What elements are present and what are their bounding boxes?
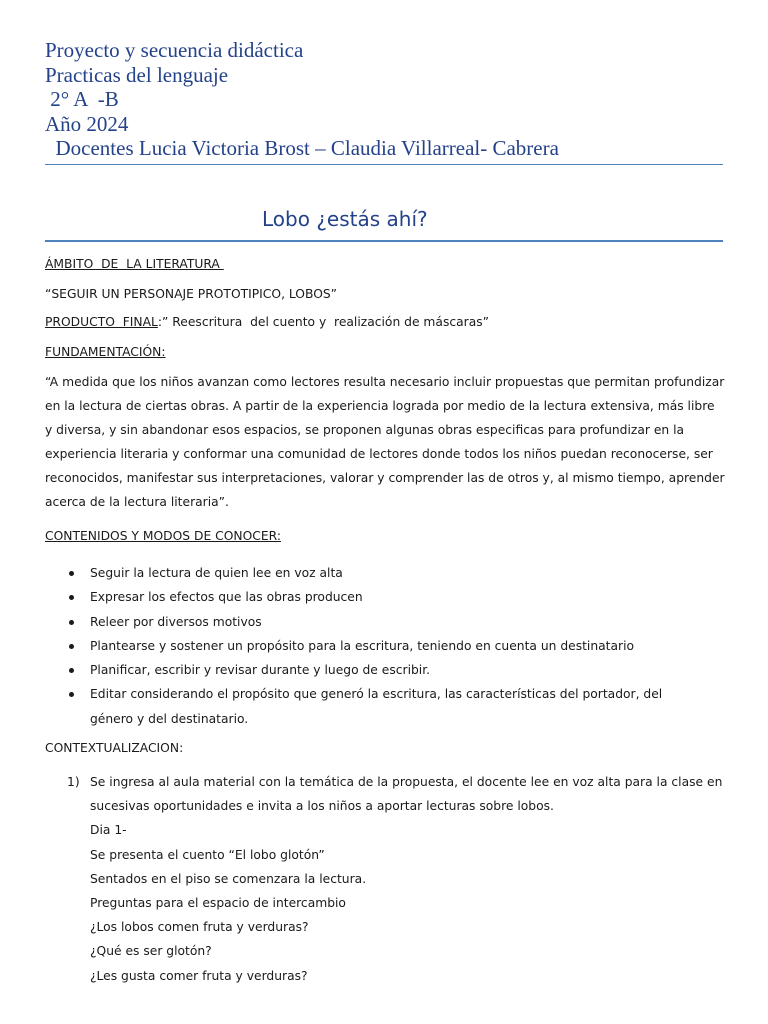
bullet-icon xyxy=(69,571,74,576)
document-title: Lobo ¿estás ahí? xyxy=(262,207,428,231)
list-item xyxy=(0,610,690,634)
bullet-icon xyxy=(69,668,74,673)
list-item xyxy=(0,561,690,585)
title-divider xyxy=(45,240,723,242)
list-item xyxy=(0,682,690,731)
producto-line xyxy=(45,315,489,329)
story-line: Se presenta el cuento “El lobo glotón” xyxy=(90,847,325,862)
list-item-text: Releer por diversos motivos xyxy=(90,614,262,629)
contextualizacion-list xyxy=(0,770,768,988)
year-line: Año 2024 xyxy=(45,111,129,136)
list-item-text: Editar considerando el propósito que generó la escritura, las características del portador, del género y del destinatario. xyxy=(90,687,663,726)
contenidos-heading: CONTENIDOS Y MODOS DE CONOCER: xyxy=(45,529,281,543)
bullet-icon xyxy=(69,620,74,625)
bullet-icon xyxy=(69,692,74,697)
list-item-text: Planificar, escribir y revisar durante y luego de escribir. xyxy=(90,663,431,678)
bullet-icon xyxy=(69,595,74,600)
question-line: ¿Qué es ser glotón? xyxy=(90,944,212,959)
subject-title: Practicas del lenguaje xyxy=(45,62,229,87)
list-item-text: Expresar los efectos que las obras producen xyxy=(90,590,363,605)
bullet-icon xyxy=(69,644,74,649)
contextualizacion-paragraph: Se ingresa al aula material con la temática de la propuesta, el docente lee en voz alta para la clase en sucesivas oportunidades e invita a los niños a aportar lecturas sobre lobos. xyxy=(90,775,723,814)
contextualizacion-heading: CONTEXTUALIZACION: xyxy=(45,741,184,755)
list-item xyxy=(0,658,690,682)
reading-line: Sentados en el piso se comenzara la lectura. xyxy=(90,871,367,886)
document-header xyxy=(45,38,723,161)
subject-line: “SEGUIR UN PERSONAJE PROTOTIPICO, LOBOS” xyxy=(45,287,338,301)
question-line: ¿Les gusta comer fruta y verduras? xyxy=(90,968,308,983)
producto-value: :” Reescritura del cuento y realización de máscaras” xyxy=(157,315,490,329)
list-item xyxy=(0,634,690,658)
project-title: Proyecto y secuencia didáctica xyxy=(45,38,304,62)
contenidos-list xyxy=(0,561,768,731)
list-item-text: Plantearse y sostener un propósito para la escritura, teniendo en cuenta un destinatario xyxy=(90,638,635,653)
ambito-heading: ÁMBITO DE LA LITERATURA xyxy=(45,257,224,271)
teachers-line: Docentes Lucia Victoria Brost – Claudia Villarreal- Cabrera xyxy=(45,136,559,160)
grade-line: 2° A -B xyxy=(45,87,119,111)
list-item-text: Seguir la lectura de quien lee en voz alta xyxy=(90,566,343,580)
fundamentacion-paragraph: “A medida que los niños avanzan como lectores resulta necesario incluir propuestas que permitan profundizar en la lectura de ciertas obras. A partir de la experiencia lograda por medio de la lectura extensiva, más libre y diversa, y sin abandonar esos espacios, se proponen algunas obras especificas para profundizar en la experiencia literaria y conformar una comunidad de lectores donde todos los niños puedan reconocerse, ser reconocidos, manifestar sus interpretaciones, valorar y comprender las de otros y, al mismo tiempo, aprender acerca de la lectura literaria”. xyxy=(45,375,725,509)
producto-label: PRODUCTO FINAL xyxy=(45,315,158,329)
list-number: 1) xyxy=(67,775,80,789)
fundamentacion-heading: FUNDAMENTACIÓN: xyxy=(45,345,166,359)
list-item xyxy=(0,585,690,609)
day-label: Dia 1- xyxy=(90,823,127,838)
question-line: ¿Los lobos comen fruta y verduras? xyxy=(90,920,309,935)
header-divider xyxy=(45,164,723,165)
questions-heading: Preguntas para el espacio de intercambio xyxy=(90,896,346,911)
